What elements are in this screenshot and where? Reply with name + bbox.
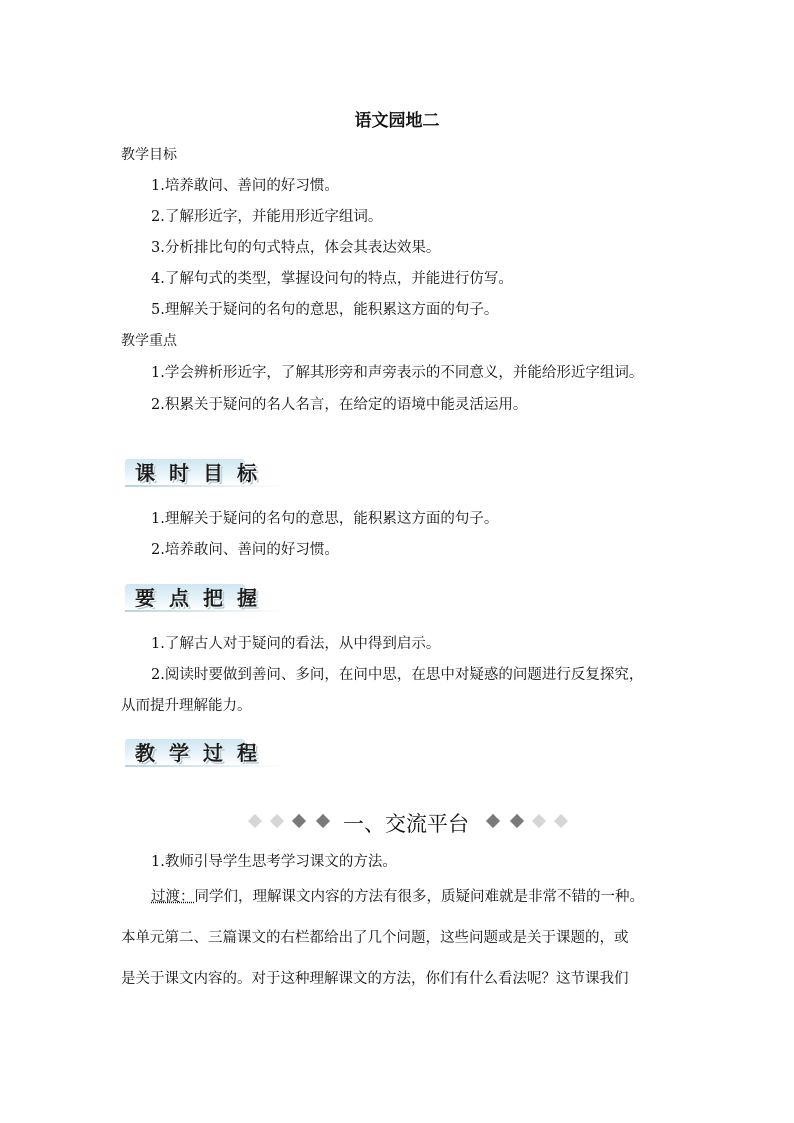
diamond-icon [532, 814, 546, 828]
transition-paragraph-first-line [151, 887, 644, 907]
transition-text: 同学们，理解课文内容的方法有很多，质疑问难就是非常不错的一种。 [194, 889, 644, 905]
section-header [0, 806, 794, 838]
goal-item: 2.了解形近字，并能用形近字组词。 [151, 209, 383, 225]
goal-item: 3.分析排比句的句式特点，体会其表达效果。 [151, 240, 441, 256]
essential-item: 1.了解古人对于疑问的看法，从中得到启示。 [151, 636, 441, 652]
diamond-icon [510, 814, 524, 828]
diamond-icon [486, 814, 500, 828]
key-point-item: 2.积累关于疑问的名人名言，在给定的语境中能灵活运用。 [151, 397, 528, 413]
essentials-banner [125, 578, 285, 614]
essential-item: 2.阅读时要做到善问、多问，在问中思，在思中对疑惑的问题进行反复探究， [151, 667, 644, 683]
diamond-icon [292, 814, 306, 828]
lesson-goals-banner [125, 453, 285, 489]
diamond-icon [316, 814, 330, 828]
diamond-icon [248, 814, 262, 828]
key-point-item: 1.学会辨析形近字，了解其形旁和声旁表示的不同意义，并能给形近字组词。 [151, 365, 644, 381]
goal-item: 5.理解关于疑问的名句的意思，能积累这方面的句子。 [151, 302, 499, 318]
lesson-goal-item: 2.培养敢问、善问的好习惯。 [151, 542, 339, 558]
page-title: 语文园地二 [354, 111, 440, 131]
banner-label: 要点把握 [135, 586, 271, 610]
essential-item-continuation: 从而提升理解能力。 [121, 698, 252, 714]
process-banner [125, 733, 285, 769]
section-title: 一、交流平台 [343, 812, 469, 836]
transition-label: 过渡： [151, 889, 195, 905]
banner-label: 课时目标 [135, 461, 271, 485]
transition-line: 是关于课文内容的。对于这种理解课文的方法，你们有什么看法呢？这节课我们 [121, 971, 629, 987]
banner-label: 教学过程 [135, 741, 271, 765]
transition-line: 本单元第二、三篇课文的右栏都给出了几个问题，这些问题或是关于课题的，或 [121, 930, 629, 946]
diamond-icon [270, 814, 284, 828]
step-item: 1.教师引导学生思考学习课文的方法。 [151, 854, 397, 870]
teaching-goals-heading: 教学目标 [121, 147, 177, 163]
goal-item: 4.了解句式的类型，掌握设问句的特点，并能进行仿写。 [151, 271, 513, 287]
lesson-goal-item: 1.理解关于疑问的名句的意思，能积累这方面的句子。 [151, 511, 499, 527]
diamond-icon [554, 814, 568, 828]
key-points-heading: 教学重点 [121, 333, 177, 349]
goal-item: 1.培养敢问、善问的好习惯。 [151, 178, 339, 194]
